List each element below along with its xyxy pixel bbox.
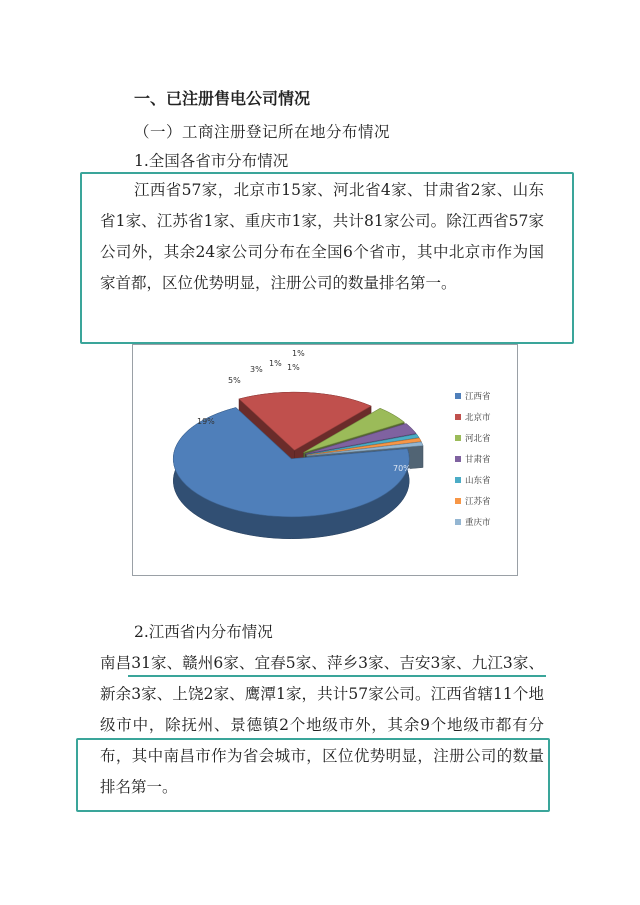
svg-text:甘肃省: 甘肃省 (465, 455, 491, 465)
svg-text:河北省: 河北省 (465, 434, 491, 444)
pie-chart-frame (132, 344, 518, 576)
data-label-5: 1% (269, 359, 282, 368)
item1-paragraph: 江西省57家，北京市15家、河北省4家、甘肃省2家、山东省1家、江苏省1家、重庆市1家，共计81家公司。除江西省57家公司外，其余24家公司分布在全国6个省市，其中北京市作为国家首都，区位优势明显，注册公司的数量排名第一。 (100, 181, 544, 292)
legend-item-4 (455, 454, 491, 465)
section-title: 一、已注册售电公司情况 (134, 89, 311, 108)
svg-text:江苏省: 江苏省 (465, 497, 491, 507)
data-label-2: 19% (197, 417, 215, 426)
item1-title: 1.全国各省市分布情况 (134, 152, 289, 170)
svg-text:北京市: 北京市 (465, 413, 491, 423)
legend-item-2 (455, 412, 491, 423)
data-label-7: 1% (292, 349, 305, 358)
legend-item-6 (455, 496, 491, 507)
svg-text:江西省: 江西省 (465, 392, 491, 402)
legend-item-5 (455, 475, 491, 486)
subsection-title: （一）工商注册登记所在地分布情况 (134, 123, 391, 141)
pie-chart (133, 345, 519, 577)
legend-item-3 (455, 433, 491, 444)
data-label-6: 1% (287, 363, 300, 372)
data-label-1: 70% (393, 464, 411, 473)
legend-item-1 (455, 391, 491, 402)
legend-item-7 (455, 517, 491, 528)
svg-text:山东省: 山东省 (465, 476, 491, 486)
svg-text:重庆市: 重庆市 (465, 518, 491, 528)
item2-title: 2.江西省内分布情况 (134, 623, 273, 641)
item2-paragraph: 南昌31家、赣州6家、宜春5家、萍乡3家、吉安3家、九江3家、新余3家、上饶2家、鹰潭1家，共计57家公司。江西省辖11个地级市中，除抚州、景德镇2个地级市外，其余9个地级市都有分布，其中南昌市作为省会城市，区位优势明显，注册公司的数量排名第一。 (100, 654, 544, 796)
data-label-3: 5% (228, 376, 241, 385)
data-label-4: 3% (250, 365, 263, 374)
